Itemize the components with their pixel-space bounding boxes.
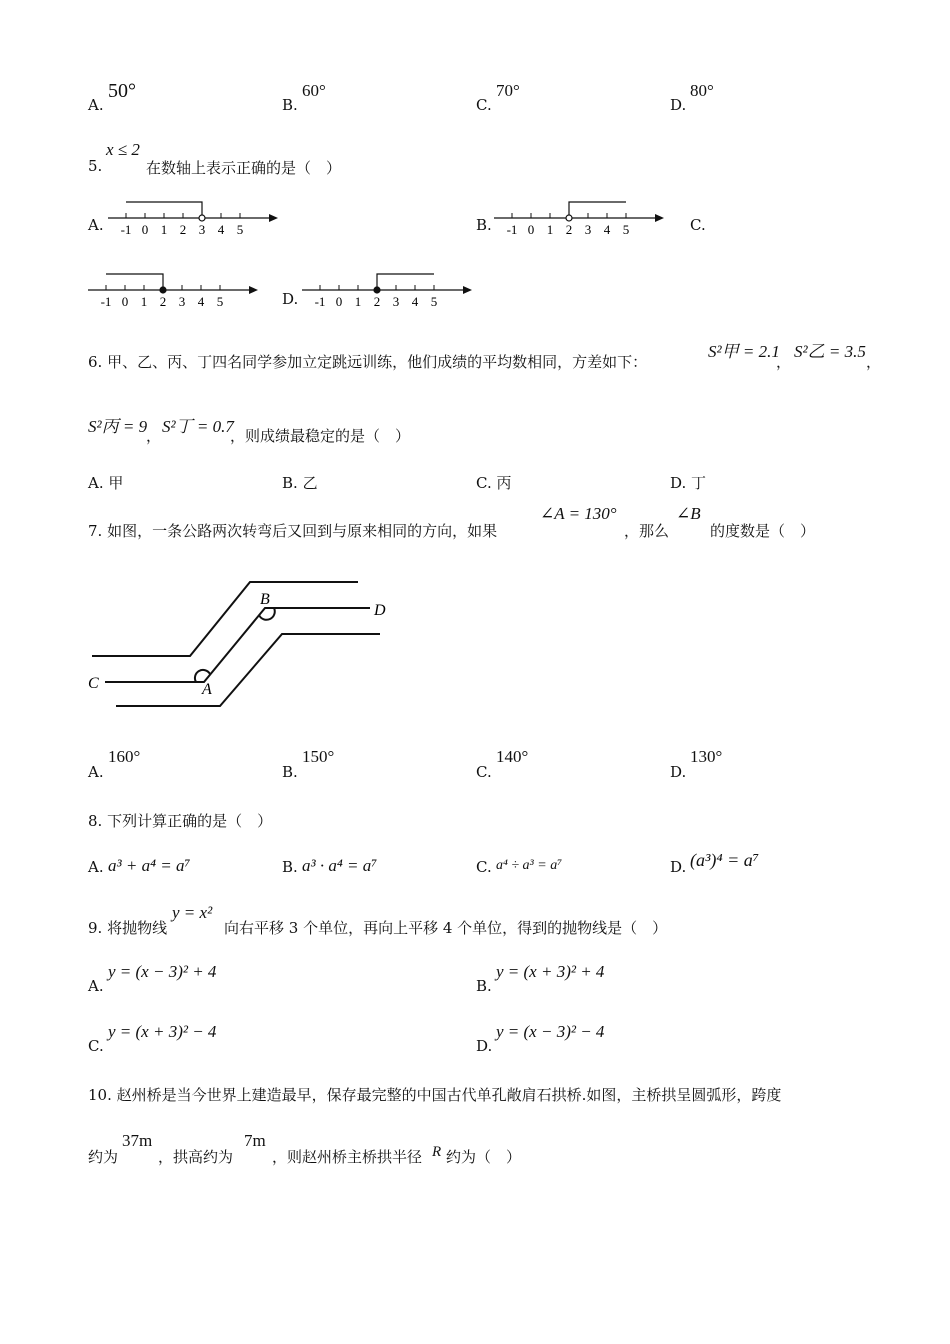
tick-label: -1 (314, 294, 326, 309)
q7-option-d-letter: D. (670, 763, 687, 781)
q6-option-d: D. 丁 (670, 474, 707, 492)
axis-arrow (463, 286, 472, 294)
q6-tail: ，则成绩最稳定的是（ ） (230, 427, 411, 445)
q8-option-c-value: a⁴ ÷ a³ = a⁷ (496, 858, 563, 873)
road-upper-edge (92, 582, 358, 656)
q10-line1: 10. 赵州桥是当今世界上建造最早，保存最完整的中国古代单孔敞肩石拱桥.如图，主桥拱呈圆弧形，跨度 (88, 1086, 782, 1104)
q7-option-a-value: 160° (108, 747, 141, 766)
q7-angle-b: ∠B (676, 504, 701, 523)
q9-option-d-value: y = (x − 3)² − 4 (496, 1022, 605, 1041)
q5-number-line-d (302, 268, 482, 314)
q7-option-c-letter: C. (476, 763, 492, 781)
q7-option-a-letter: A. (88, 763, 104, 781)
tick-label: 5 (236, 222, 244, 237)
q9-option-c-value: y = (x + 3)² − 4 (108, 1022, 217, 1041)
q6-comma-3: ， (146, 427, 162, 445)
tick-label: -1 (100, 294, 112, 309)
tick-label: 1 (140, 294, 148, 309)
open-endpoint (199, 215, 205, 221)
q6-line1: 6. 甲、乙、丙、丁四名同学参加立定跳远训练，他们成绩的平均数相同，方差如下： (88, 353, 648, 371)
tick-label: 3 (584, 222, 592, 237)
q5-number-line-a (108, 196, 288, 242)
q7-option-c-value: 140° (496, 747, 529, 766)
axis-arrow (249, 286, 258, 294)
q6-variance-yi: S²乙 = 3.5 (794, 342, 866, 361)
q7-text3: 的度数是（ ） (710, 522, 816, 540)
tick-label: 3 (178, 294, 186, 309)
q10-text-c: ，则赵州桥主桥拱半径 (272, 1148, 423, 1166)
q6-option-b: B. 乙 (282, 474, 318, 492)
tick-label: -1 (506, 222, 518, 237)
label-c: C (88, 675, 99, 692)
q8-option-a-letter: A. (88, 858, 104, 876)
q7-option-b-letter: B. (282, 763, 298, 781)
q9-math: y = x² (172, 903, 213, 922)
tick-label: 2 (159, 294, 167, 309)
q4-option-b-value: 60° (302, 81, 326, 100)
q7-option-d-value: 130° (690, 747, 723, 766)
solution-bracket (377, 274, 434, 290)
q5-math: x ≤ 2 (106, 140, 140, 159)
tick-label: 1 (354, 294, 362, 309)
q10-text-b: ，拱高约为 (158, 1148, 234, 1166)
q6-option-c: C. 丙 (476, 474, 512, 492)
tick-label: 2 (373, 294, 381, 309)
q8-option-d-letter: D. (670, 858, 687, 876)
q10-height: 7m (244, 1131, 266, 1150)
label-d: D (374, 602, 386, 619)
q4-option-d-value: 80° (690, 81, 714, 100)
q9-option-d-letter: D. (476, 1037, 493, 1055)
road-lower-edge (116, 634, 380, 706)
q4-option-c-value: 70° (496, 81, 520, 100)
q5-number-line-c (88, 268, 268, 314)
q4-option-d-letter: D. (670, 96, 687, 114)
q8-option-b-letter: B. (282, 858, 298, 876)
q7-option-b-value: 150° (302, 747, 335, 766)
q7-text2: ，那么 (624, 522, 670, 540)
q10-span: 37m (122, 1131, 153, 1150)
tick-label: 1 (546, 222, 554, 237)
q5-option-a-letter: A. (88, 216, 104, 234)
q10-text-d: 约为（ ） (446, 1148, 522, 1166)
axis-arrow (269, 214, 278, 222)
q7-angle-a: ∠A = 130° (540, 504, 617, 523)
q6-comma-2: ， (866, 353, 882, 371)
tick-label: -1 (120, 222, 132, 237)
q8-option-c-letter: C. (476, 858, 492, 876)
tick-label: 4 (411, 294, 419, 309)
q10-r: R (432, 1144, 442, 1160)
q4-option-b-letter: B. (282, 96, 298, 114)
tick-label: 3 (198, 222, 206, 237)
closed-endpoint (374, 287, 380, 293)
q4-option-a-value: 50° (108, 80, 136, 102)
q6-comma-1: ， (776, 353, 792, 371)
solution-bracket (106, 274, 163, 290)
solution-bracket (569, 202, 626, 218)
q5-number: 5. (88, 157, 103, 175)
road-center-line (105, 608, 370, 682)
q9-text2: 向右平移 3 个单位，再向上平移 4 个单位，得到的抛物线是（ ） (224, 919, 668, 937)
q7-road-diagram (80, 570, 410, 710)
tick-label: 5 (216, 294, 224, 309)
tick-label: 1 (160, 222, 168, 237)
q5-option-b-letter: B. (476, 216, 492, 234)
q8-option-b-value: a³ · a⁴ = a⁷ (302, 856, 378, 875)
tick-label: 5 (430, 294, 438, 309)
tick-label: 4 (217, 222, 225, 237)
label-a: A (202, 681, 212, 698)
q6-variance-jia: S²甲 = 2.1 (708, 342, 780, 361)
axis-arrow (655, 214, 664, 222)
q9-option-b-value: y = (x + 3)² + 4 (496, 962, 605, 981)
open-endpoint (566, 215, 572, 221)
q5-number-line-b (494, 196, 674, 242)
closed-endpoint (160, 287, 166, 293)
tick-label: 2 (565, 222, 573, 237)
q9-option-c-letter: C. (88, 1037, 104, 1055)
q8-text: 8. 下列计算正确的是（ ） (88, 812, 273, 830)
q5-option-c-letter: C. (690, 216, 706, 234)
q7-text1: 7. 如图，一条公路两次转弯后又回到与原来相同的方向，如果 (88, 522, 498, 540)
q4-option-c-letter: C. (476, 96, 492, 114)
tick-label: 4 (603, 222, 611, 237)
q9-option-a-value: y = (x − 3)² + 4 (108, 962, 217, 981)
q5-option-d-letter: D. (282, 290, 299, 308)
tick-label: 4 (197, 294, 205, 309)
q8-option-d-value: (a³)⁴ = a⁷ (690, 850, 760, 870)
q8-option-a-value: a³ + a⁴ = a⁷ (108, 856, 191, 875)
q10-text-a: 约为 (88, 1148, 119, 1166)
q4-option-a-letter: A. (88, 96, 104, 114)
q9-option-a-letter: A. (88, 977, 104, 995)
tick-label: 0 (121, 294, 129, 309)
tick-label: 2 (179, 222, 187, 237)
q6-variance-ding: S²丁 = 0.7 (162, 417, 234, 436)
tick-label: 0 (335, 294, 343, 309)
tick-label: 3 (392, 294, 400, 309)
tick-label: 0 (141, 222, 149, 237)
label-b: B (260, 591, 270, 608)
q6-option-a: A. 甲 (88, 474, 124, 492)
q5-text: 在数轴上表示正确的是（ ） (146, 159, 342, 177)
tick-label: 0 (527, 222, 535, 237)
q9-option-b-letter: B. (476, 977, 492, 995)
q6-variance-bing: S²丙 = 9 (88, 417, 148, 436)
tick-label: 5 (622, 222, 630, 237)
q9-text1: 9. 将抛物线 (88, 919, 168, 937)
